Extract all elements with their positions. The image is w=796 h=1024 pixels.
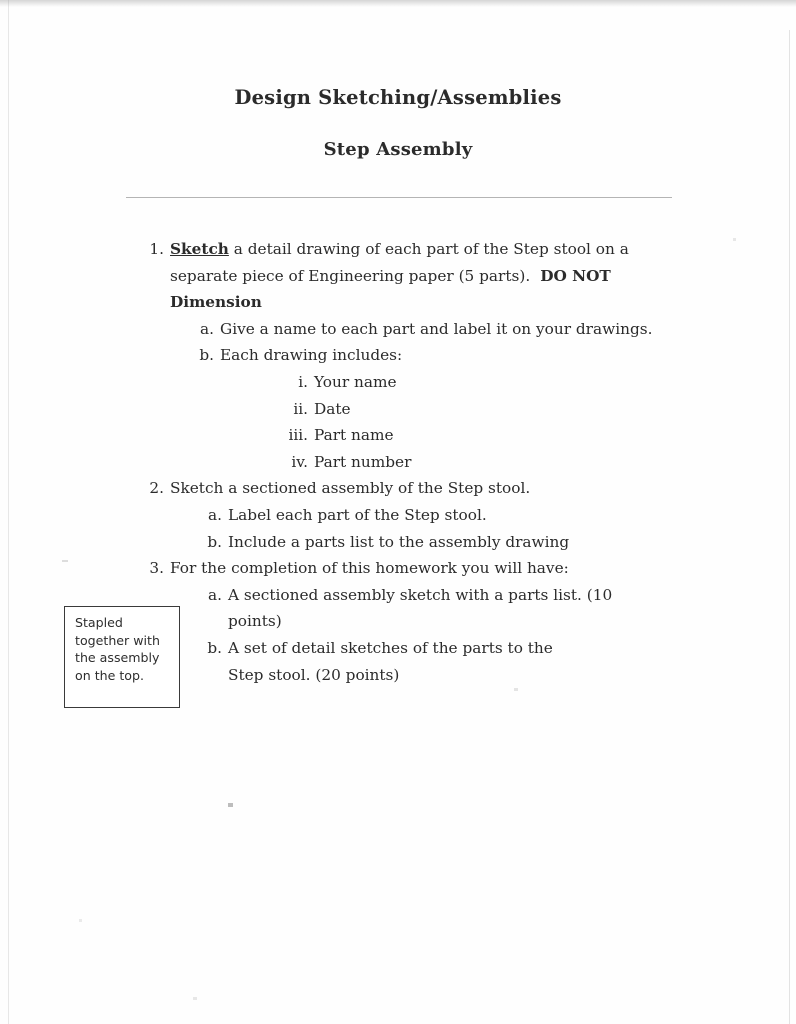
list-item-text: Part number — [314, 452, 412, 471]
list-item — [291, 449, 678, 476]
scan-speck — [79, 919, 82, 922]
list-marker: b. — [207, 638, 222, 657]
scan-speck — [514, 688, 518, 691]
stapled-note-box — [64, 606, 180, 708]
list-item — [207, 635, 578, 688]
horizontal-rule — [126, 197, 672, 198]
document-subtitle: Step Assembly — [323, 139, 473, 160]
sublist-2 — [170, 502, 678, 555]
list-item — [298, 369, 678, 396]
list-item-text: For the completion of this homework you will have: — [170, 559, 569, 578]
list-item — [200, 316, 678, 343]
sublist-roman — [220, 369, 678, 475]
list-item-sublist-container — [170, 316, 678, 476]
list-item — [149, 475, 678, 502]
list-marker: i. — [298, 372, 308, 391]
list-item-text: Sketch a sectioned assembly of the Step stool. — [170, 479, 531, 498]
list-item — [199, 342, 678, 369]
sketch-emphasis: Sketch — [170, 240, 229, 258]
do-not-dimension-emphasis: DO NOT Dimension — [170, 266, 611, 312]
roman-sublist-container — [220, 369, 678, 475]
list-item-text: Your name — [314, 372, 397, 391]
sublist-1 — [170, 316, 678, 476]
list-item — [207, 529, 668, 556]
list-item — [149, 236, 678, 316]
list-item-sublist-container — [170, 502, 678, 555]
list-marker: 3. — [149, 559, 164, 578]
list-marker: iv. — [291, 452, 308, 471]
list-item — [208, 582, 668, 635]
list-marker: a. — [208, 505, 222, 524]
list-marker: a. — [208, 585, 222, 604]
list-item-text — [170, 236, 678, 316]
list-item-text: Date — [314, 399, 351, 418]
list-marker: b. — [207, 532, 222, 551]
stapled-note-text: Stapled together with the assembly on the top. — [75, 615, 160, 683]
list-item — [149, 555, 678, 582]
list-item-text: A sectioned assembly sketch with a parts list. (10 points) — [228, 585, 613, 631]
list-marker: 2. — [149, 479, 164, 498]
list-marker: a. — [200, 319, 214, 338]
list-marker: b. — [199, 346, 214, 365]
list-item-text: Give a name to each part and label it on your drawings. — [220, 319, 653, 338]
list-item — [208, 502, 668, 529]
sublist-3 — [170, 582, 678, 688]
list-marker: iii. — [288, 426, 308, 445]
list-item — [288, 422, 678, 449]
list-item-text: Label each part of the Step stool. — [228, 505, 487, 524]
scan-speck — [193, 997, 197, 1000]
scan-speck — [228, 803, 233, 807]
list-marker: ii. — [293, 399, 308, 418]
document-title: Design Sketching/Assemblies — [234, 86, 562, 109]
list-item-text: Include a parts list to the assembly drawing — [228, 532, 570, 551]
list-item-sublist-container — [170, 582, 678, 688]
list-item-text: Each drawing includes: — [220, 346, 403, 365]
list-item-text: A set of detail sketches of the parts to the Step stool. (20 points) — [228, 638, 553, 684]
list-item — [293, 396, 678, 423]
item-1-body: a detail drawing of each part of the Step stool on a separate piece of Engineering paper (5 parts). — [170, 240, 629, 285]
list-item-text: Part name — [314, 426, 394, 445]
scan-edge-artifact — [0, 0, 796, 7]
list-marker: 1. — [149, 240, 164, 258]
